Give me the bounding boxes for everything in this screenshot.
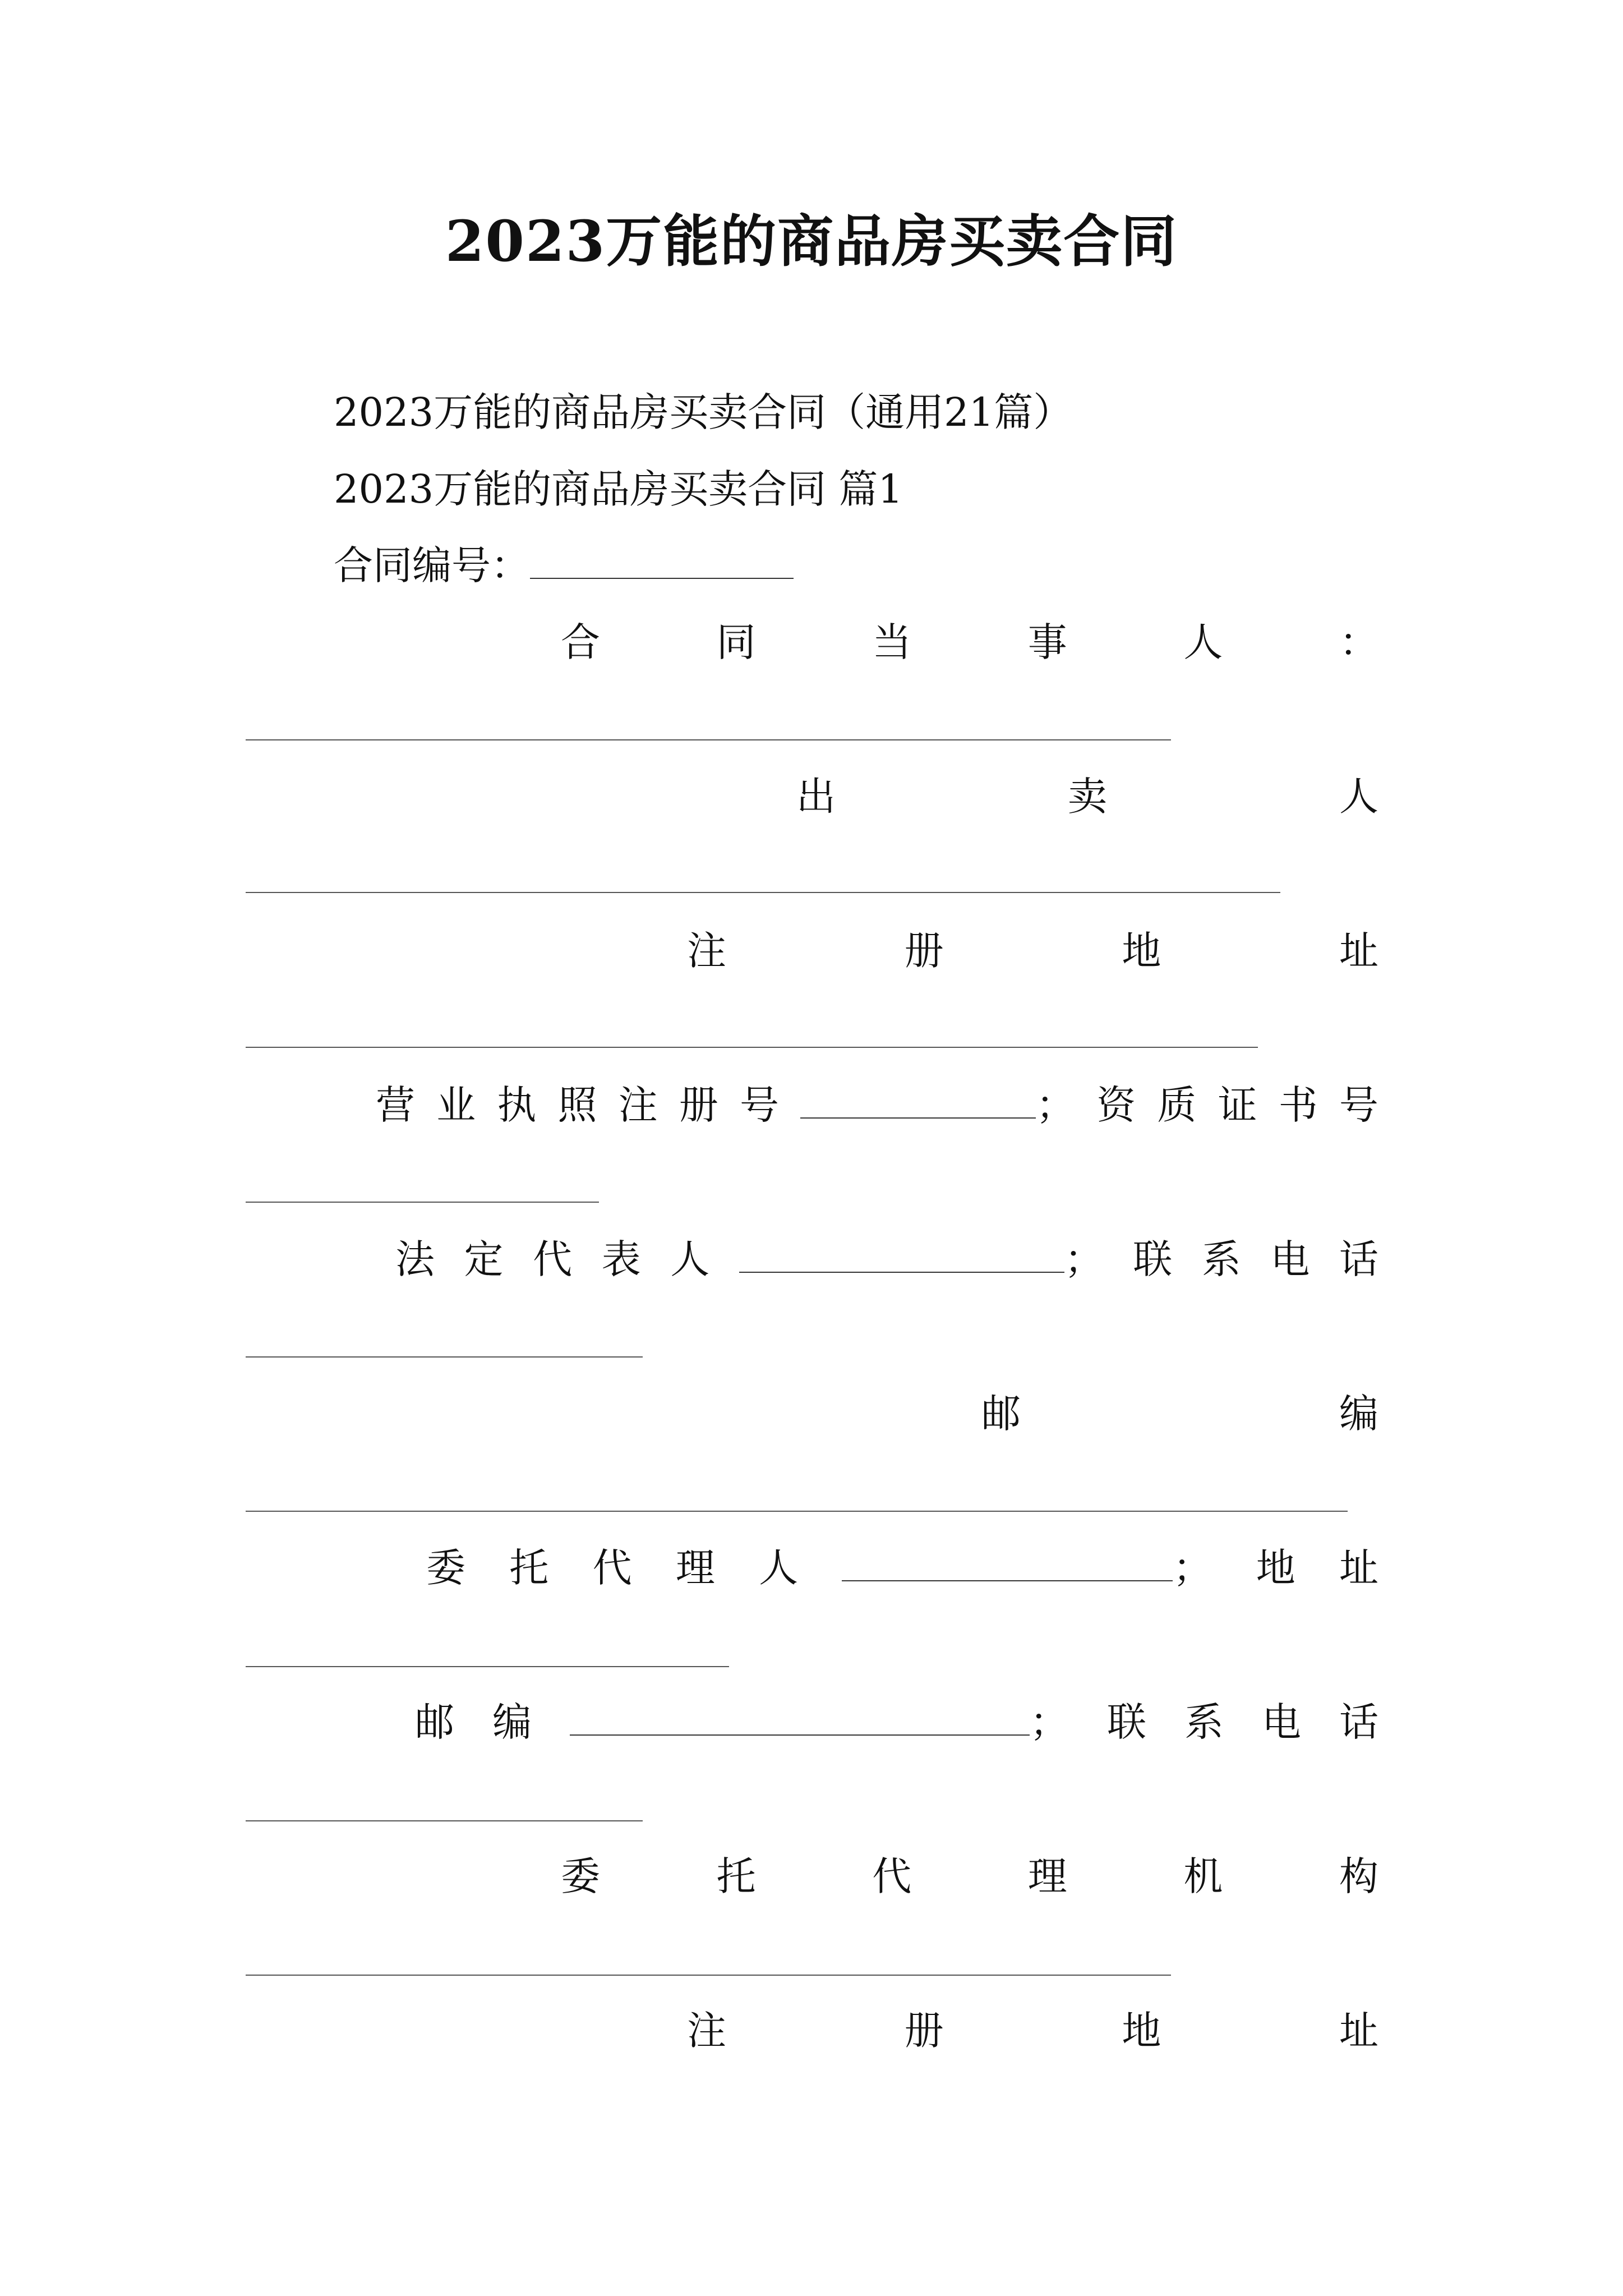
phone-char: 系 <box>1201 1236 1241 1282</box>
agency-char: 委 <box>561 1853 600 1899</box>
agent-char: 代 <box>592 1545 632 1591</box>
reg-address-char: 册 <box>904 928 944 974</box>
phone2-char: 电 <box>1262 1699 1301 1745</box>
parties-char: 同 <box>716 619 756 665</box>
postcode-row <box>981 1386 1378 1442</box>
parties-char: 合 <box>561 619 600 665</box>
phone-blank[interactable] <box>246 1356 643 1358</box>
reg-address2-char: 注 <box>687 2008 726 2054</box>
license-char: 业 <box>436 1082 476 1128</box>
postcode2-blank[interactable] <box>570 1696 1030 1736</box>
phone2-blank[interactable] <box>246 1820 643 1821</box>
section-heading: 2023万能的商品房买卖合同 篇1 <box>334 466 903 512</box>
postcode2-char: 邮 <box>415 1699 454 1745</box>
contract-number-row <box>334 537 794 593</box>
phone-char: 联 <box>1133 1236 1173 1282</box>
cert-char: 资 <box>1096 1082 1136 1128</box>
cert-blank[interactable] <box>246 1202 599 1203</box>
reg-address-char: 地 <box>1122 928 1161 974</box>
document-subtitle: 2023万能的商品房买卖合同（通用21篇） <box>334 389 1073 435</box>
agent-blank[interactable] <box>842 1542 1173 1581</box>
reg-address-char: 址 <box>1339 928 1378 974</box>
agent-char: 托 <box>509 1545 549 1591</box>
legal-rep-row <box>395 1231 1378 1287</box>
reg-address2-char: 址 <box>1339 2008 1378 2054</box>
contract-number-label: 合同编号： <box>334 542 530 588</box>
legal-rep-char: 代 <box>533 1236 573 1282</box>
postcode2-char: 编 <box>492 1699 532 1745</box>
address-blank[interactable] <box>246 1666 729 1667</box>
license-char: 营 <box>376 1082 415 1128</box>
reg-address2-char: 册 <box>904 2008 944 2054</box>
cert-char: 书 <box>1278 1082 1318 1128</box>
phone-char: 电 <box>1270 1236 1310 1282</box>
address-char: 址 <box>1339 1545 1378 1591</box>
agent-separator: ； <box>1173 1545 1212 1591</box>
agent-char: 委 <box>426 1545 465 1591</box>
agent-char: 理 <box>675 1545 715 1591</box>
address-char: 地 <box>1256 1545 1295 1591</box>
parties-char: 事 <box>1027 619 1067 665</box>
postcode2-separator: ； <box>1030 1699 1069 1745</box>
parties-char: 人 <box>1183 619 1223 665</box>
phone2-char: 系 <box>1184 1699 1224 1745</box>
legal-rep-char: 法 <box>395 1236 435 1282</box>
agency-char: 构 <box>1339 1853 1378 1899</box>
phone2-char: 联 <box>1107 1699 1146 1745</box>
legal-rep-char: 表 <box>601 1236 641 1282</box>
phone2-char: 话 <box>1339 1699 1378 1745</box>
seller-blank[interactable] <box>246 892 1280 893</box>
reg-address2-row <box>687 2003 1378 2059</box>
cert-char: 质 <box>1157 1082 1197 1128</box>
license-char: 号 <box>739 1082 779 1128</box>
agency-row <box>561 1848 1378 1904</box>
agent-row <box>426 1540 1378 1596</box>
postcode-char: 编 <box>1339 1391 1378 1437</box>
reg-address2-char: 地 <box>1122 2008 1161 2054</box>
license-row <box>376 1077 1378 1133</box>
seller-char: 卖 <box>1068 774 1107 820</box>
parties-char: 当 <box>872 619 912 665</box>
agency-blank[interactable] <box>246 1975 1171 1976</box>
reg-address-blank[interactable] <box>246 1047 1258 1048</box>
cert-char: 证 <box>1218 1082 1257 1128</box>
license-blank[interactable] <box>800 1079 1036 1119</box>
document-title: 2023万能的商品房买卖合同 <box>445 208 1178 274</box>
agency-char: 代 <box>872 1853 912 1899</box>
seller-char: 人 <box>1339 774 1378 820</box>
postcode-char: 邮 <box>981 1391 1021 1437</box>
contract-number-blank[interactable] <box>530 540 794 579</box>
postcode2-row <box>415 1694 1378 1750</box>
reg-address-row <box>687 923 1378 979</box>
parties-char: ： <box>1339 619 1378 665</box>
license-char: 执 <box>497 1082 537 1128</box>
legal-rep-char: 定 <box>464 1236 504 1282</box>
license-char: 照 <box>557 1082 597 1128</box>
license-separator: ； <box>1036 1082 1076 1128</box>
phone-char: 话 <box>1339 1236 1378 1282</box>
agency-char: 理 <box>1027 1853 1067 1899</box>
agency-char: 托 <box>716 1853 756 1899</box>
postcode-blank[interactable] <box>246 1511 1348 1512</box>
legal-rep-blank[interactable] <box>739 1234 1064 1273</box>
license-char: 册 <box>679 1082 718 1128</box>
cert-char: 号 <box>1339 1082 1378 1128</box>
license-char: 注 <box>618 1082 658 1128</box>
agency-char: 机 <box>1183 1853 1223 1899</box>
legal-rep-separator: ； <box>1064 1236 1104 1282</box>
agent-char: 人 <box>759 1545 799 1591</box>
parties-blank[interactable] <box>246 739 1171 740</box>
legal-rep-char: 人 <box>670 1236 710 1282</box>
seller-row <box>796 769 1378 825</box>
parties-heading <box>561 614 1378 670</box>
reg-address-char: 注 <box>687 928 726 974</box>
seller-char: 出 <box>796 774 836 820</box>
